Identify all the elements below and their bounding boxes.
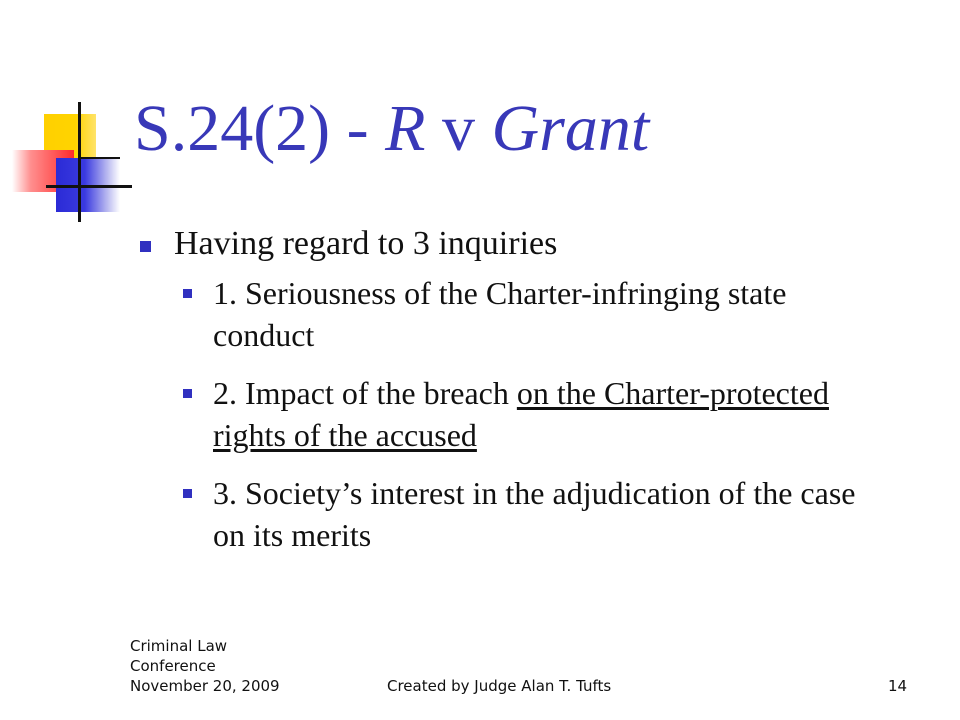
bullet-square-icon	[183, 489, 192, 498]
title-prefix: S.24(2) -	[134, 92, 386, 165]
decorative-short-line	[80, 157, 120, 159]
sub-bullet-text: 2. Impact of the breach	[213, 375, 517, 411]
footer-author: Created by Judge Alan T. Tufts	[387, 677, 612, 695]
footer-left-line-3: November 20, 2009	[130, 677, 280, 695]
bullet-text: Having regard to 3 inquiries	[174, 225, 558, 262]
footer-left-line-1: Criminal Law	[130, 637, 228, 655]
bullet-square-icon	[183, 289, 192, 298]
slide-body	[136, 222, 936, 572]
footer-left-line-2: Conference	[130, 657, 216, 675]
sub-bullet-text: 1. Seriousness of the Charter-infringing state conduct	[213, 275, 787, 353]
sub-bullet-3	[177, 472, 893, 556]
decorative-horizontal-line	[46, 185, 132, 188]
footer-date	[130, 636, 330, 696]
sub-bullet-underlined-text: on the Charter-protected rights of the accused	[213, 375, 829, 453]
sub-bullet-2	[177, 372, 893, 456]
footer-page-number: 14	[888, 677, 908, 695]
title-case-grant: Grant	[491, 92, 650, 165]
slide-title	[134, 92, 650, 165]
bullet-level-1	[136, 222, 936, 266]
title-versus: v	[425, 92, 492, 165]
sub-bullet-1	[177, 272, 893, 356]
title-case-r: R	[385, 92, 426, 165]
sub-bullet-text: 3. Society’s interest in the adjudication of the case on its merits	[213, 475, 856, 553]
decorative-vertical-line	[78, 102, 81, 222]
bullet-square-icon	[140, 241, 151, 252]
bullet-square-icon	[183, 389, 192, 398]
